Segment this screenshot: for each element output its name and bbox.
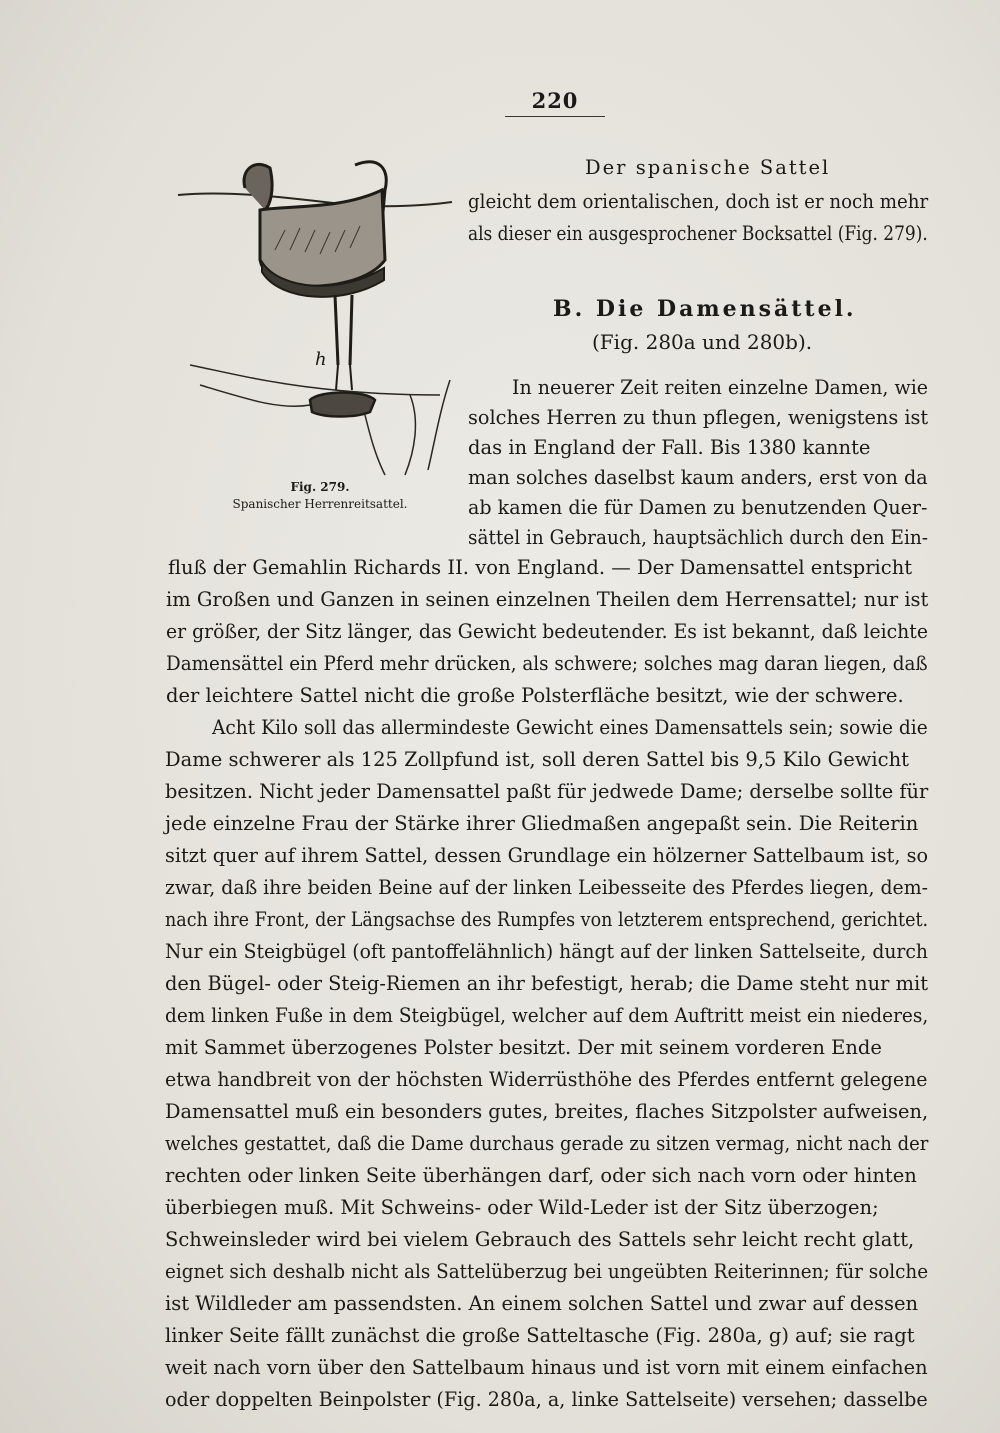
- body-line: Dame schwerer als 125 Zollpfund ist, soll deren Sattel bis 9,5 Kilo Gewicht: [165, 748, 909, 771]
- body-line: jede einzelne Frau der Stärke ihrer Gliedmaßen angepaßt sein. Die Reiterin: [165, 812, 919, 835]
- body-line: dem linken Fuße in dem Steigbügel, welcher auf dem Auftritt meist ein niederes,: [165, 1004, 929, 1027]
- intro-line: als dieser ein ausgesprochener Bocksattel (Fig. 279).: [468, 222, 928, 245]
- page-number-rule: [505, 116, 605, 117]
- body-line: nach ihre Front, der Längsachse des Rumpfes von letzterem entsprechend, gerichtet.: [165, 908, 929, 931]
- h-label: h: [315, 349, 327, 370]
- page-number: 220: [531, 88, 579, 113]
- body-line: überbiegen muß. Mit Schweins- oder Wild-Leder ist der Sitz überzogen;: [165, 1196, 879, 1219]
- body-line: weit nach vorn über den Sattelbaum hinaus und ist vorn mit einem einfachen: [165, 1356, 928, 1379]
- body-line: In neuerer Zeit reiten einzelne Damen, wie: [512, 376, 929, 399]
- body-line: ab kamen die für Damen zu benutzenden Quer-: [468, 496, 928, 519]
- body-line: man solches daselbst kaum anders, erst von da: [468, 466, 928, 489]
- heading-subtitle: (Fig. 280a und 280b).: [592, 330, 813, 354]
- body-line: welches gestattet, daß die Dame durchaus gerade zu sitzen vermag, nicht nach der: [165, 1132, 929, 1155]
- body-line: besitzen. Nicht jeder Damensattel paßt für jedwede Dame; derselbe sollte für: [165, 780, 929, 803]
- body-line: Acht Kilo soll das allermindeste Gewicht eines Damensattels sein; sowie die: [212, 716, 928, 739]
- body-line: Schweinsleder wird bei vielem Gebrauch des Sattels sehr leicht recht glatt,: [165, 1228, 915, 1251]
- body-line: Damensattel muß ein besonders gutes, breites, flaches Sitzpolster aufweisen,: [165, 1100, 929, 1123]
- figure-number: Fig. 279.: [290, 480, 350, 494]
- body-line: der leichtere Sattel nicht die große Polsterfläche besitzt, wie der schwere.: [166, 684, 904, 707]
- body-line: Nur ein Steigbügel (oft pantoffelähnlich) hängt auf der linken Sattelseite, durch: [165, 940, 928, 963]
- body-line: Damensättel ein Pferd mehr drücken, als schwere; solches mag daran liegen, daß: [166, 652, 928, 675]
- body-line: sitzt quer auf ihrem Sattel, dessen Grundlage ein hölzerner Sattelbaum ist, so: [165, 844, 929, 867]
- body-line: den Bügel- oder Steig-Riemen an ihr befestigt, herab; die Dame steht nur mit: [165, 972, 928, 995]
- body-line: er größer, der Sitz länger, das Gewicht bedeutender. Es ist bekannt, daß leichte: [166, 620, 928, 643]
- body-line: sättel in Gebrauch, hauptsächlich durch den Ein-: [468, 526, 929, 549]
- body-line: das in England der Fall. Bis 1380 kannte: [468, 436, 871, 459]
- body-line: linker Seite fällt zunächst die große Satteltasche (Fig. 280a, g) auf; sie ragt: [165, 1324, 915, 1347]
- saddle-illustration: [170, 150, 460, 480]
- body-line: solches Herren zu thun pflegen, wenigstens ist: [468, 406, 929, 429]
- body-line: im Großen und Ganzen in seinen einzelnen Theilen dem Herrensattel; nur ist: [166, 588, 929, 611]
- body-line: ist Wildleder am passendsten. An einem solchen Sattel und zwar auf dessen: [165, 1292, 919, 1315]
- body-line: zwar, daß ihre beiden Beine auf der linken Leibesseite des Pferdes liegen, dem-: [165, 876, 928, 899]
- body-line: eignet sich deshalb nicht als Sattelüberzug bei ungeübten Reiterinnen; für solche: [165, 1260, 929, 1283]
- body-line: oder doppelten Beinpolster (Fig. 280a, a, linke Sattelseite) versehen; dasselbe: [165, 1388, 928, 1411]
- section-title: Der spanische Sattel: [585, 156, 831, 179]
- intro-line: gleicht dem orientalischen, doch ist er noch mehr: [468, 190, 929, 213]
- body-line: rechten oder linken Seite überhängen darf, oder sich nach vorn oder hinten: [165, 1164, 917, 1187]
- figure-caption: Spanischer Herrenreitsattel.: [232, 497, 408, 511]
- body-line: mit Sammet überzogenes Polster besitzt. Der mit seinem vorderen Ende: [165, 1036, 882, 1059]
- body-line: fluß der Gemahlin Richards II. von England. — Der Damensattel entspricht: [168, 556, 913, 579]
- body-line: etwa handbreit von der höchsten Widerrüsthöhe des Pferdes entfernt gelegene: [165, 1068, 928, 1091]
- heading-title: B. Die Damensättel.: [553, 296, 857, 322]
